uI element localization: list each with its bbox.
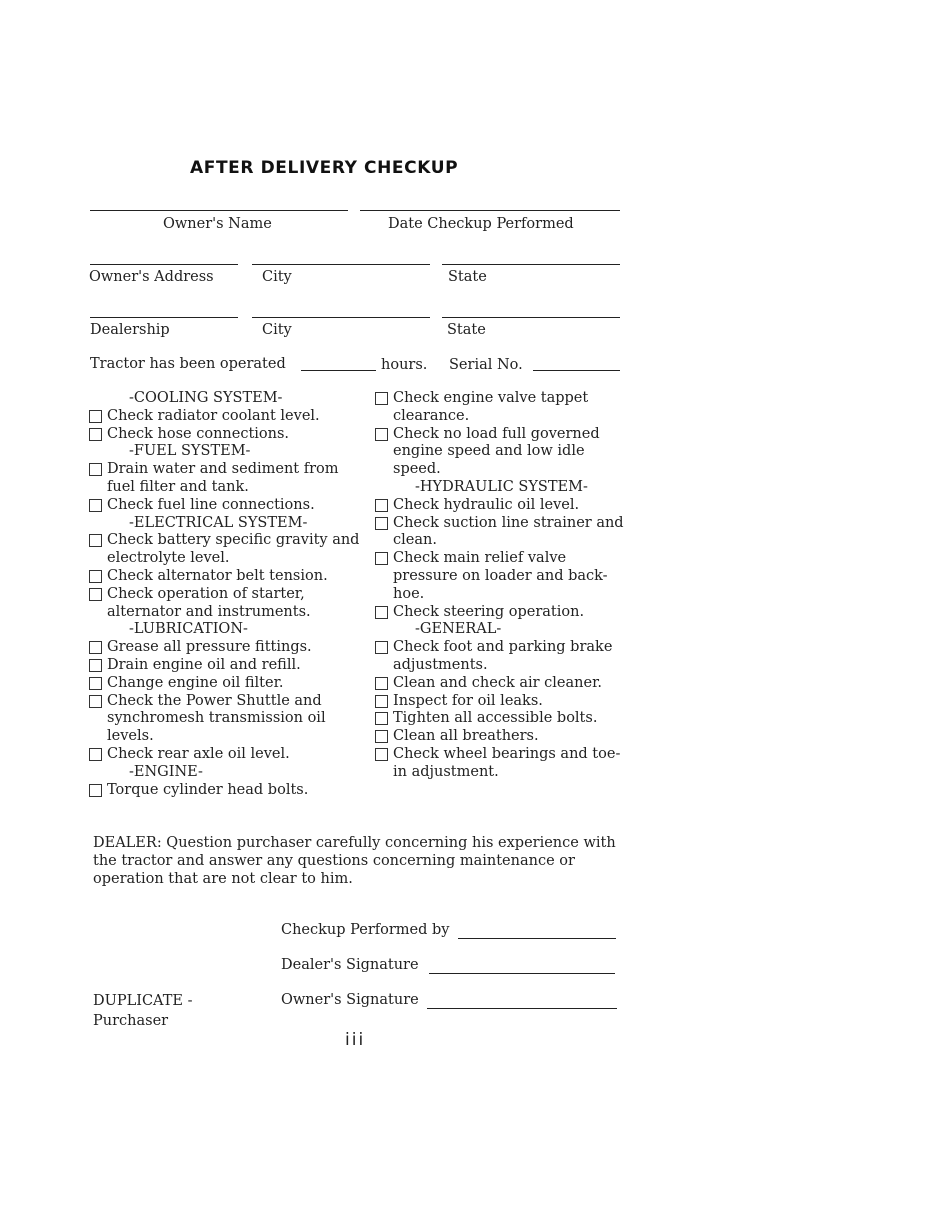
checklist-item-label: Drain water and sediment from fuel filter and tank. bbox=[107, 461, 339, 495]
checklist-item bbox=[375, 675, 630, 693]
checklist-item bbox=[89, 532, 361, 568]
section-header: -LUBRICATION- bbox=[129, 621, 248, 638]
checklist-item-label: Check steering operation. bbox=[393, 603, 585, 620]
checklist-item bbox=[375, 426, 630, 479]
dealer-state-field[interactable] bbox=[442, 317, 620, 318]
checkbox[interactable] bbox=[89, 641, 102, 654]
checkbox[interactable] bbox=[375, 392, 388, 405]
checkbox[interactable] bbox=[375, 748, 388, 761]
checkup-performed-by-row bbox=[281, 922, 616, 939]
checklist-item bbox=[375, 604, 630, 622]
dealer-signature-label: Dealer's Signature bbox=[281, 957, 419, 973]
checkbox[interactable] bbox=[375, 552, 388, 565]
dealer-signature-field[interactable] bbox=[429, 957, 615, 974]
date-checkup-label: Date Checkup Performed bbox=[388, 216, 574, 232]
checkbox[interactable] bbox=[89, 534, 102, 547]
checklist-item bbox=[375, 746, 630, 782]
checklist-item bbox=[89, 639, 361, 657]
checkbox[interactable] bbox=[375, 677, 388, 690]
checkbox[interactable] bbox=[89, 463, 102, 476]
checklist-item-label: Change engine oil filter. bbox=[107, 674, 284, 691]
checkup-performed-by-field[interactable] bbox=[458, 922, 616, 939]
checklist-item-label: Clean all breathers. bbox=[393, 728, 539, 745]
purchaser-label: Purchaser bbox=[93, 1013, 169, 1029]
owner-city-label: City bbox=[262, 269, 292, 285]
dealership-field[interactable] bbox=[90, 317, 238, 318]
checklist-item bbox=[89, 675, 361, 693]
checklist-item-label: Check engine valve tappet clearance. bbox=[393, 390, 589, 424]
owner-state-field[interactable] bbox=[442, 264, 620, 265]
tractor-operated-label: Tractor has been operated bbox=[90, 356, 286, 372]
section-header: -ENGINE- bbox=[129, 763, 203, 780]
checklist-item-label: Clean and check air cleaner. bbox=[393, 674, 603, 691]
checkbox[interactable] bbox=[375, 517, 388, 530]
checklist-item-label: Check the Power Shuttle and synchromesh transmission oil levels. bbox=[107, 692, 326, 745]
page-number: iii bbox=[345, 1030, 366, 1050]
dealer-city-label: City bbox=[262, 322, 292, 338]
checkbox[interactable] bbox=[375, 695, 388, 708]
checklist-item-label: Check operation of starter, alternator and instruments. bbox=[107, 585, 311, 620]
checklist-item-label: Grease all pressure fittings. bbox=[107, 639, 312, 656]
checklist-left-column bbox=[89, 390, 361, 799]
checklist-item-label: Check fuel line connections. bbox=[107, 496, 315, 513]
checklist-right-column bbox=[375, 390, 630, 782]
owners-address-field[interactable] bbox=[90, 264, 238, 265]
checklist-item bbox=[89, 782, 361, 800]
owner-signature-label: Owner's Signature bbox=[281, 992, 419, 1008]
checkbox[interactable] bbox=[89, 588, 102, 601]
checklist-item bbox=[89, 461, 361, 497]
section-header: -HYDRAULIC SYSTEM- bbox=[415, 478, 588, 495]
checklist-item bbox=[89, 408, 361, 426]
checkbox[interactable] bbox=[89, 570, 102, 583]
checkbox[interactable] bbox=[89, 428, 102, 441]
checklist-item-label: Check radiator coolant level. bbox=[107, 407, 320, 424]
checklist-item bbox=[89, 746, 361, 764]
checkup-performed-by-label: Checkup Performed by bbox=[281, 922, 450, 938]
owners-name-label: Owner's Name bbox=[163, 216, 272, 232]
checklist-item-label: Tighten all accessible bolts. bbox=[393, 710, 598, 727]
checklist-item bbox=[375, 710, 630, 728]
checklist-item-label: Check hydraulic oil level. bbox=[393, 496, 580, 513]
page-title: AFTER DELIVERY CHECKUP bbox=[190, 158, 459, 178]
dealer-state-label: State bbox=[447, 322, 486, 338]
checklist-item bbox=[375, 693, 630, 711]
owners-address-label: Owner's Address bbox=[89, 269, 214, 285]
checkbox[interactable] bbox=[89, 677, 102, 690]
dealer-signature-row bbox=[281, 957, 615, 974]
serial-no-label: Serial No. bbox=[449, 357, 523, 373]
checklist-item bbox=[89, 693, 361, 746]
section-header: -COOLING SYSTEM- bbox=[129, 390, 283, 406]
checklist-item-label: Check suction line strainer and clean. bbox=[393, 514, 624, 549]
date-checkup-field[interactable] bbox=[360, 210, 620, 211]
checklist-item bbox=[375, 728, 630, 746]
checklist-item bbox=[375, 497, 630, 515]
checklist-item-label: Check hose connections. bbox=[107, 425, 290, 442]
dealer-city-field[interactable] bbox=[252, 317, 430, 318]
checkbox[interactable] bbox=[89, 695, 102, 708]
owner-signature-field[interactable] bbox=[427, 992, 617, 1009]
checklist-item-label: Check foot and parking brake adjustments. bbox=[393, 639, 613, 673]
serial-no-field[interactable] bbox=[533, 370, 620, 371]
section-header: -GENERAL- bbox=[415, 621, 502, 638]
checklist-item-label: Drain engine oil and refill. bbox=[107, 656, 301, 673]
owner-city-field[interactable] bbox=[252, 264, 430, 265]
checkbox[interactable] bbox=[89, 659, 102, 672]
dealership-label: Dealership bbox=[90, 322, 170, 338]
checkbox[interactable] bbox=[375, 641, 388, 654]
owner-signature-row bbox=[281, 992, 617, 1009]
checklist-item-label: Check battery specific gravity and electrolyte level. bbox=[107, 532, 360, 567]
checkbox[interactable] bbox=[89, 748, 102, 761]
checklist-item bbox=[375, 639, 630, 675]
checkbox[interactable] bbox=[375, 606, 388, 619]
hours-label: hours. bbox=[381, 357, 428, 373]
checkbox[interactable] bbox=[89, 784, 102, 797]
checklist-item bbox=[375, 390, 630, 426]
owners-name-field[interactable] bbox=[90, 210, 348, 211]
checklist-item bbox=[89, 426, 361, 444]
dealer-instructions: DEALER: Question purchaser carefully concerning his experience with the tractor and answer any questions concerning maintenance or operation that are not clear to him. bbox=[93, 835, 616, 887]
checklist-item bbox=[375, 515, 630, 551]
checklist-item bbox=[375, 550, 630, 603]
duplicate-label: DUPLICATE - bbox=[93, 993, 193, 1009]
checkbox[interactable] bbox=[89, 499, 102, 512]
checklist-item bbox=[89, 657, 361, 675]
section-header: -FUEL SYSTEM- bbox=[129, 443, 251, 460]
checklist-item-label: Check wheel bearings and toe-in adjustment. bbox=[393, 745, 621, 780]
owner-state-label: State bbox=[448, 269, 487, 285]
section-header: -ELECTRICAL SYSTEM- bbox=[129, 514, 308, 531]
checklist-item-label: Check main relief valve pressure on loader and back-hoe. bbox=[393, 550, 608, 602]
checkbox[interactable] bbox=[375, 730, 388, 743]
checkbox[interactable] bbox=[375, 712, 388, 725]
checklist-item-label: Inspect for oil leaks. bbox=[393, 692, 543, 709]
hours-field[interactable] bbox=[301, 370, 376, 371]
checklist-item-label: Check no load full governed engine speed and low idle speed. bbox=[393, 425, 600, 478]
checklist-item-label: Torque cylinder head bolts. bbox=[107, 781, 309, 798]
checkbox[interactable] bbox=[375, 428, 388, 441]
checkbox[interactable] bbox=[89, 410, 102, 423]
checklist-item-label: Check alternator belt tension. bbox=[107, 567, 328, 584]
checklist-item bbox=[89, 568, 361, 586]
checklist-item bbox=[89, 586, 361, 622]
checklist-item-label: Check rear axle oil level. bbox=[107, 745, 290, 762]
checklist-item bbox=[89, 497, 361, 515]
checkbox[interactable] bbox=[375, 499, 388, 512]
